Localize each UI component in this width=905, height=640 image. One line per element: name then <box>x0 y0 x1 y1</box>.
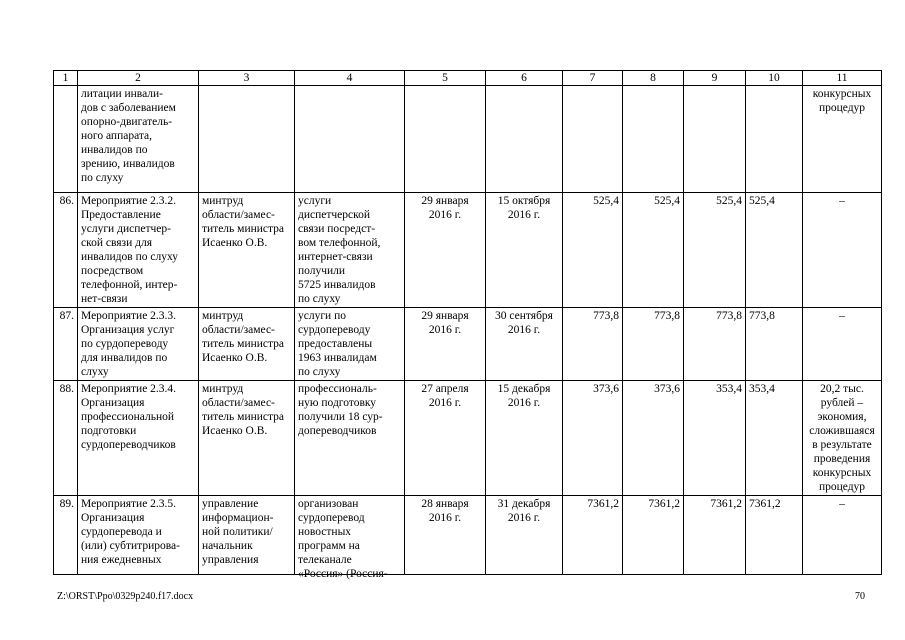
value-cell-9: 353,4 <box>684 381 746 496</box>
result-cell: услуги диспетчерской связи посредст- вом телефонной, интернет-связи получили 5725 инвалидов по слуху <box>295 193 405 308</box>
program-activities-table <box>53 70 882 580</box>
value-cell-10: 773,8 <box>746 308 803 381</box>
column-header: 7 <box>563 71 623 86</box>
value-cell-7: 773,8 <box>563 308 623 381</box>
value-cell-9: 773,8 <box>684 308 746 381</box>
end-date-cell <box>486 86 563 193</box>
note-cell: – <box>803 308 882 381</box>
table-row <box>54 308 882 381</box>
value-cell-9 <box>684 86 746 193</box>
column-header: 3 <box>199 71 295 86</box>
note-cell: конкурсных процедур <box>803 86 882 193</box>
note-cell: – <box>803 193 882 308</box>
value-cell-8: 7361,2 <box>623 496 684 575</box>
column-header: 9 <box>684 71 746 86</box>
value-cell-7: 7361,2 <box>563 496 623 575</box>
table-row <box>54 496 882 575</box>
start-date-cell: 27 апреля 2016 г. <box>405 381 486 496</box>
activity-cell: Мероприятие 2.3.3. Организация услуг по сурдопереводу для инвалидов по слуху <box>78 308 199 381</box>
footer-file-path: Z:\ORST\Ppo\0329p240.f17.docx <box>57 591 194 602</box>
value-cell-8: 525,4 <box>623 193 684 308</box>
table-row <box>54 381 882 496</box>
row-number: 89. <box>54 496 78 575</box>
table-row <box>54 193 882 308</box>
start-date-cell <box>405 86 486 193</box>
value-cell-9: 7361,2 <box>684 496 746 575</box>
column-header: 8 <box>623 71 684 86</box>
column-header: 1 <box>54 71 78 86</box>
value-cell-10: 525,4 <box>746 193 803 308</box>
column-number-row <box>54 71 882 86</box>
value-cell-8: 773,8 <box>623 308 684 381</box>
value-cell-10: 7361,2 <box>746 496 803 575</box>
result-cell <box>295 86 405 193</box>
responsible-cell: минтруд области/замес- титель министра Исаенко О.В. <box>199 381 295 496</box>
value-cell-7 <box>563 86 623 193</box>
activity-cell: литации инвали- дов с заболеванием опорно-двигатель- ного аппарата, инвалидов по зрению, инвалидов по слуху <box>78 86 199 193</box>
table-row <box>54 86 882 193</box>
end-date-cell: 15 декабря 2016 г. <box>486 381 563 496</box>
end-date-cell: 15 октября 2016 г. <box>486 193 563 308</box>
value-cell-7: 373,6 <box>563 381 623 496</box>
row-number: 86. <box>54 193 78 308</box>
result-cell: организован сурдоперевод новостных программ на телеканале «Россия» (Россия- <box>295 496 405 575</box>
activity-cell: Мероприятие 2.3.5. Организация сурдоперевода и (или) субтитрирова- ния ежедневных <box>78 496 199 575</box>
column-header: 4 <box>295 71 405 86</box>
responsible-cell <box>199 86 295 193</box>
column-header: 10 <box>746 71 803 86</box>
row-number <box>54 86 78 193</box>
end-date-cell: 31 декабря 2016 г. <box>486 496 563 575</box>
column-header: 11 <box>803 71 882 86</box>
value-cell-8: 373,6 <box>623 381 684 496</box>
responsible-cell: управление информацион- ной политики/ начальник управления <box>199 496 295 575</box>
column-header: 6 <box>486 71 563 86</box>
value-cell-9: 525,4 <box>684 193 746 308</box>
value-cell-10: 353,4 <box>746 381 803 496</box>
responsible-cell: минтруд области/замес- титель министра Исаенко О.В. <box>199 193 295 308</box>
value-cell-7: 525,4 <box>563 193 623 308</box>
result-cell: услуги по сурдопереводу предоставлены 1963 инвалидам по слуху <box>295 308 405 381</box>
note-cell: – <box>803 496 882 575</box>
start-date-cell: 28 января 2016 г. <box>405 496 486 575</box>
value-cell-10 <box>746 86 803 193</box>
responsible-cell: минтруд области/замес- титель министра Исаенко О.В. <box>199 308 295 381</box>
activity-cell: Мероприятие 2.3.4. Организация профессиональной подготовки сурдопереводчиков <box>78 381 199 496</box>
column-header: 2 <box>78 71 199 86</box>
activity-cell: Мероприятие 2.3.2. Предоставление услуги диспетчер- ской связи для инвалидов по слуху посредством телефонной, интер- нет-связи <box>78 193 199 308</box>
footer-page-number: 70 <box>855 591 865 602</box>
end-date-cell: 30 сентября 2016 г. <box>486 308 563 381</box>
row-number: 88. <box>54 381 78 496</box>
row-number: 87. <box>54 308 78 381</box>
note-cell: 20,2 тыс. рублей – экономия, сложившаяся в результате проведения конкурсных процедур <box>803 381 882 496</box>
value-cell-8 <box>623 86 684 193</box>
start-date-cell: 29 января 2016 г. <box>405 308 486 381</box>
start-date-cell: 29 января 2016 г. <box>405 193 486 308</box>
column-header: 5 <box>405 71 486 86</box>
result-cell: профессиональ- ную подготовку получили 18 сур- допереводчиков <box>295 381 405 496</box>
